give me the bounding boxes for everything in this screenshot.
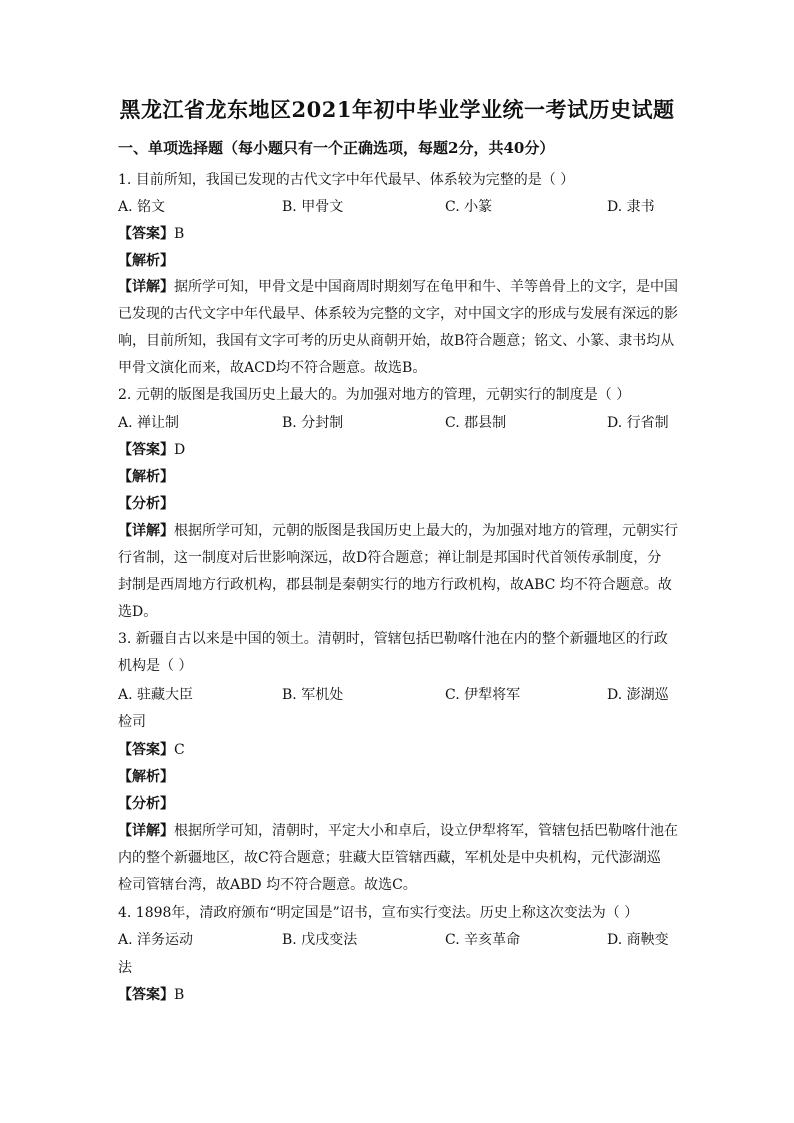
q3-option-c: C. 伊犁将军	[445, 687, 521, 703]
q3-fenxi-tag	[118, 794, 678, 814]
q3-analysis-tag	[118, 767, 678, 787]
q4-option-a: A. 洋务运动	[118, 932, 194, 948]
q2-fenxi-tag	[118, 494, 678, 514]
q3-detail-text-1: 根据所学可知，清朝时，平定大小和卓后，设立伊犁将军，管辖包括巴勒喀什池在	[174, 823, 678, 839]
q2-analysis-tag	[118, 467, 678, 487]
q3-answer-value: C	[174, 742, 185, 758]
answer-tag: 【答案】	[118, 442, 174, 458]
detail-tag: 【详解】	[118, 523, 174, 539]
q3-option-d: D. 澎湖巡	[607, 687, 669, 703]
q4-option-b: B. 戊戌变法	[282, 932, 358, 948]
q2-detail-line-2: 行省制，这一制度对后世影响深远，故D符合题意；禅让制是邦国时代首领传承制度，分	[118, 550, 662, 566]
analysis-tag: 【解析】	[118, 769, 174, 785]
q3-stem-line-1: 3. 新疆自古以来是中国的领土。清朝时，管辖包括巴勒喀什池在内的整个新疆地区的行政	[118, 631, 668, 647]
q2-answer-value: D	[174, 442, 186, 458]
q2-detail-line-1	[118, 521, 678, 541]
q4-stem: 4. 1898年，清政府颁布“明定国是”诏书，宣布实行变法。历史上称这次变法为（ ）	[118, 905, 639, 921]
q4-answer-value: B	[174, 987, 185, 1003]
q3-option-b: B. 军机处	[282, 687, 344, 703]
q2-detail-text-1: 根据所学可知，元朝的版图是我国历史上最大的，为加强对地方的管理，元朝实行	[174, 523, 678, 539]
detail-tag: 【详解】	[118, 823, 174, 839]
q1-stem: 1. 目前所知，我国已发现的古代文字中年代最早、体系较为完整的是（ ）	[118, 172, 575, 188]
q2-option-a: A. 禅让制	[118, 415, 180, 431]
q3-detail-line-3: 检司管辖台湾，故ABD 均不符合题意。故选C。	[118, 877, 417, 893]
page-title: 黑龙江省龙东地区2021年初中毕业学业统一考试历史试题	[119, 97, 675, 122]
q4-option-c: C. 辛亥革命	[445, 932, 521, 948]
q1-detail-line-3: 响，目前所知，我国有文字可考的历史从商朝开始，故B符合题意；铭文、小篆、隶书均从	[118, 333, 675, 349]
q2-answer	[118, 440, 678, 460]
q1-answer-value: B	[174, 226, 185, 242]
q2-option-c: C. 郡县制	[445, 415, 507, 431]
q4-option-d-wrap: 法	[118, 960, 132, 976]
q3-detail-line-2: 内的整个新疆地区，故C符合题意；驻藏大臣管辖西藏，军机处是中央机构，元代澎湖巡	[118, 850, 661, 866]
q1-detail-line-2: 已发现的古代文字中年代最早、体系较为完整的文字，对中国文字的形成与发展有深远的影	[118, 306, 678, 322]
q1-option-d: D. 隶书	[607, 199, 655, 215]
answer-tag: 【答案】	[118, 226, 174, 242]
answer-tag: 【答案】	[118, 987, 174, 1003]
q2-detail-line-3: 封制是西周地方行政机构，郡县制是秦朝实行的地方行政机构，故ABC 均不符合题意。故	[118, 577, 672, 593]
q4-option-d: D. 商鞅变	[607, 932, 669, 948]
fenxi-tag: 【分析】	[118, 496, 174, 512]
q1-option-a: A. 铭文	[118, 199, 166, 215]
q1-detail-line-1	[118, 277, 678, 297]
fenxi-tag: 【分析】	[118, 796, 174, 812]
q1-detail-text-1: 据所学可知，甲骨文是中国商周时期刻写在龟甲和牛、羊等兽骨上的文字，是中国	[174, 279, 678, 295]
q1-answer	[118, 224, 678, 244]
section-heading: 一、单项选择题（每小题只有一个正确选项，每题2分，共40分）	[118, 139, 555, 157]
q1-analysis-tag	[118, 251, 678, 271]
answer-tag: 【答案】	[118, 742, 174, 758]
q2-option-b: B. 分封制	[282, 415, 344, 431]
detail-tag: 【详解】	[118, 279, 174, 295]
q2-detail-line-4: 选D。	[118, 604, 158, 620]
q3-detail-line-1	[118, 821, 678, 841]
analysis-tag: 【解析】	[118, 469, 174, 485]
q4-answer	[118, 985, 678, 1005]
q3-option-a: A. 驻藏大臣	[118, 687, 194, 703]
q3-stem-line-2: 机构是（ ）	[118, 658, 193, 674]
q1-detail-line-4: 甲骨文演化而来，故ACD均不符合题意。故选B。	[118, 360, 427, 376]
q2-option-d: D. 行省制	[607, 415, 669, 431]
q1-option-c: C. 小篆	[445, 199, 493, 215]
q1-option-b: B. 甲骨文	[282, 199, 344, 215]
q3-option-d-wrap: 检司	[118, 714, 146, 730]
q3-answer	[118, 740, 678, 760]
q2-stem: 2. 元朝的版图是我国历史上最大的。为加强对地方的管理，元朝实行的制度是（ ）	[118, 387, 631, 403]
analysis-tag: 【解析】	[118, 253, 174, 269]
